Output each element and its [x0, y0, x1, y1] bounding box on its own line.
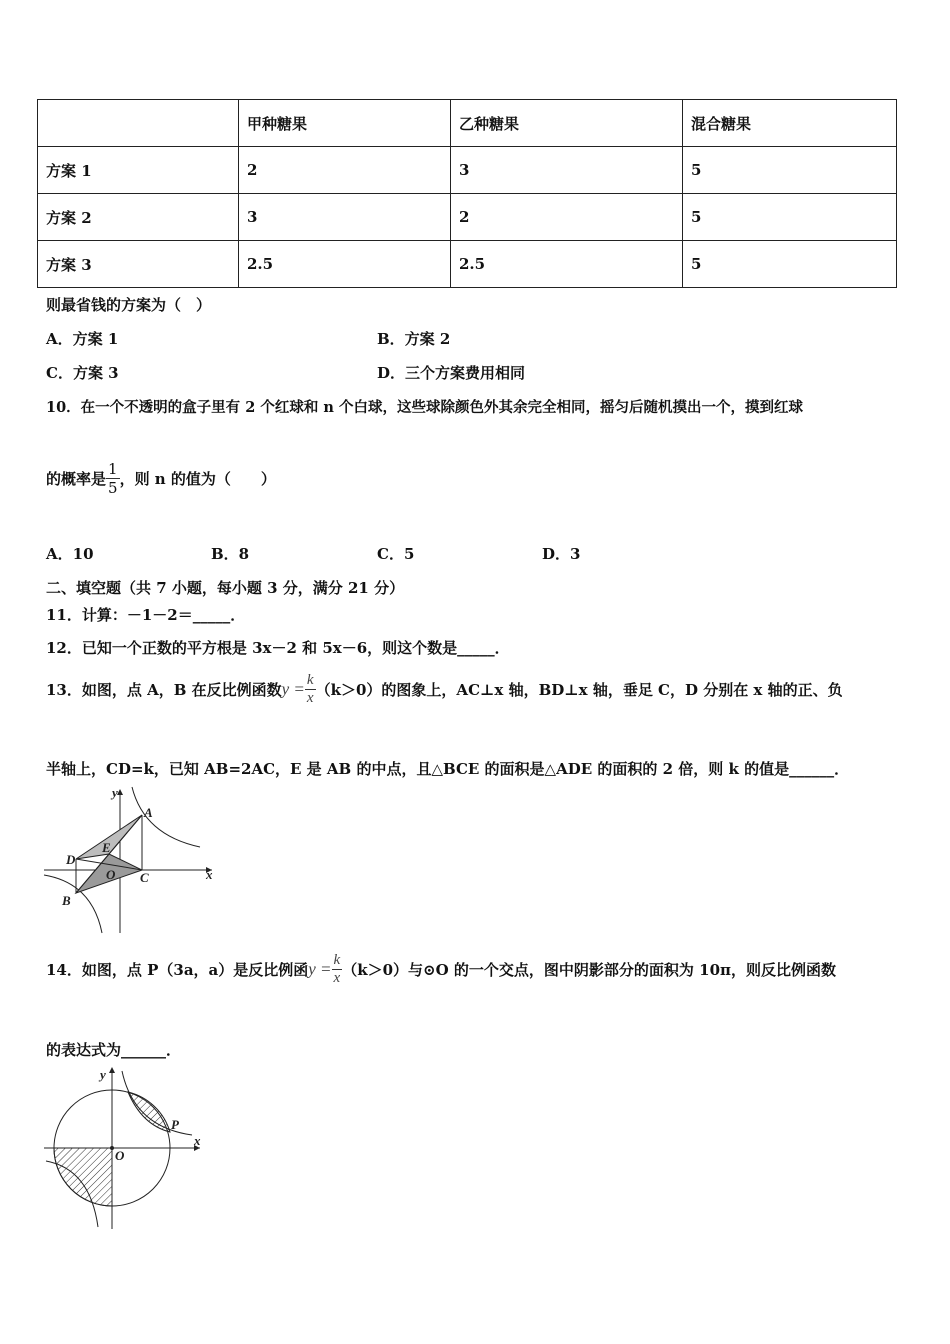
- table-cell: 3: [239, 194, 451, 241]
- table-cell: 方案 2: [38, 194, 239, 241]
- q13-fraction: [305, 672, 316, 707]
- label-o: O: [106, 867, 116, 882]
- q9-stem: 则最省钱的方案为（ ）: [46, 296, 212, 314]
- fraction-denominator: x: [306, 690, 314, 706]
- table-cell: 方案 3: [38, 241, 239, 288]
- table-header-cell: 混合糖果: [683, 100, 897, 147]
- table-row: [38, 194, 897, 241]
- table-cell: 方案 1: [38, 147, 239, 194]
- label-x: x: [194, 1133, 201, 1148]
- label-d: D: [66, 852, 76, 867]
- table-header-cell: [38, 100, 239, 147]
- label-o: O: [115, 1148, 125, 1163]
- q10-option-d: D．3: [542, 545, 581, 563]
- q10-line2-pre: 的概率是: [46, 470, 107, 488]
- label-y: y: [100, 1067, 106, 1082]
- q10-line1: 10．在一个不透明的盒子里有 2 个红球和 n 个白球，这些球除颜色外其余完全相同，摇匀后随机摸出一个，摸到红球: [46, 399, 803, 416]
- q13-figure: [40, 785, 225, 937]
- table-cell: 2.5: [239, 241, 451, 288]
- label-p: P: [171, 1117, 179, 1132]
- table-header-cell: 甲种糖果: [239, 100, 451, 147]
- q14-line2: 的表达式为______．: [46, 1041, 182, 1059]
- table-header-cell: 乙种糖果: [451, 100, 683, 147]
- q9-option-b: B．方案 2: [377, 330, 451, 348]
- table-cell: 5: [683, 194, 897, 241]
- table-header-row: [38, 100, 897, 147]
- table-cell: 5: [683, 241, 897, 288]
- label-c: C: [140, 870, 149, 885]
- candy-table: [37, 99, 897, 288]
- q10-fraction: [106, 460, 120, 497]
- table-cell: 2: [239, 147, 451, 194]
- q13-line1: [46, 672, 843, 707]
- fraction-numerator: k: [333, 952, 341, 968]
- q13-line2: 半轴上，CD=k，已知 AB=2AC，E 是 AB 的中点，且△BCE 的面积是△ADE 的面积的 2 倍，则 k 的值是______．: [46, 760, 850, 778]
- label-y: y: [112, 785, 118, 800]
- q11: 11．计算：－1－2＝_____．: [46, 606, 246, 624]
- fraction-numerator: 1: [108, 460, 118, 478]
- table-row: [38, 147, 897, 194]
- y-axis-arrow: [117, 789, 123, 795]
- q10-option-c: C．5: [377, 545, 415, 563]
- q10-line2: [46, 460, 276, 497]
- label-a: A: [144, 805, 153, 820]
- q9-option-c: C．方案 3: [46, 364, 119, 382]
- fraction-denominator: 5: [108, 479, 118, 497]
- q14-fraction: [332, 952, 343, 987]
- fraction-numerator: k: [306, 672, 314, 688]
- table-row: [38, 241, 897, 288]
- q14-post: （k＞0）与⊙O 的一个交点，图中阴影部分的面积为 10π，则反比例函数: [342, 961, 836, 979]
- fraction-denominator: x: [333, 970, 341, 986]
- q9-option-d: D．三个方案费用相同: [377, 364, 526, 382]
- q9-option-a: A．方案 1: [46, 330, 119, 348]
- q14-pre: 14．如图，点 P（3a，a）是反比例函: [46, 961, 309, 979]
- label-x: x: [206, 867, 213, 882]
- label-e: E: [102, 840, 111, 855]
- origin-point: [110, 1146, 114, 1150]
- label-b: B: [62, 893, 71, 908]
- table-cell: 2.5: [451, 241, 683, 288]
- table-cell: 2: [451, 194, 683, 241]
- q12: 12．已知一个正数的平方根是 3x－2 和 5x－6，则这个数是_____．: [46, 639, 510, 657]
- q10-option-b: B．8: [211, 545, 250, 563]
- section-heading: 二、填空题（共 7 小题，每小题 3 分，满分 21 分）: [46, 579, 405, 597]
- q14-eq-y: y =: [308, 959, 332, 979]
- table-cell: 5: [683, 147, 897, 194]
- q13-pre: 13．如图，点 A，B 在反比例函数: [46, 681, 282, 699]
- table-cell: 3: [451, 147, 683, 194]
- q10-option-a: A．10: [46, 545, 94, 563]
- q14-figure: [42, 1065, 207, 1232]
- q13-post: （k＞0）的图象上，AC⊥x 轴，BD⊥x 轴，垂足 C，D 分别在 x 轴的正、负: [315, 681, 843, 699]
- q14-line1: [46, 952, 836, 987]
- q13-eq-y: y =: [281, 679, 305, 699]
- q10-line2-post: ，则 n 的值为（ ）: [119, 470, 276, 488]
